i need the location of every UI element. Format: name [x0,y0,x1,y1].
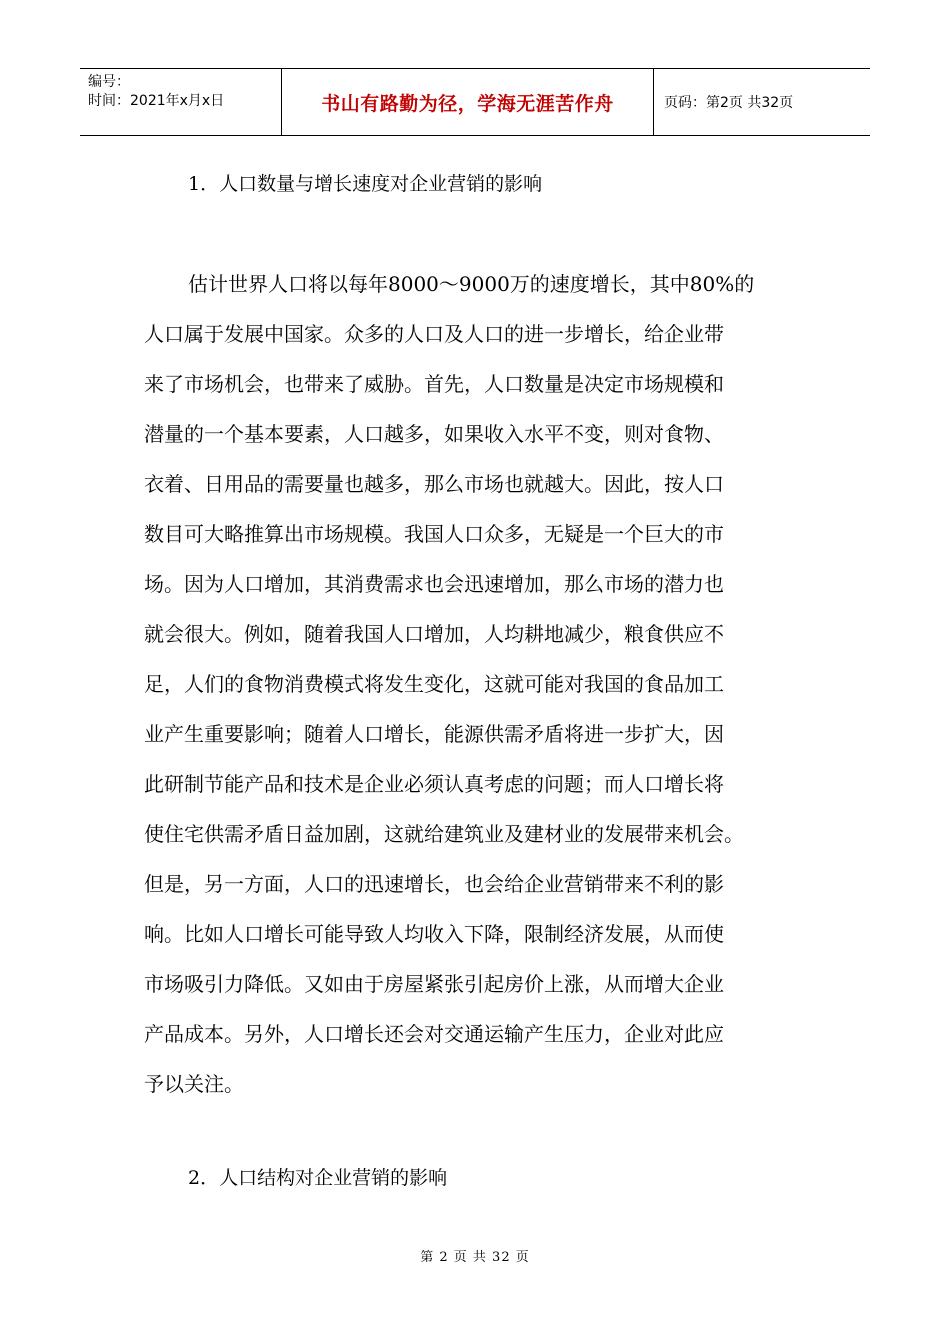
paragraph-line: 使住宅供需矛盾日益加剧，这就给建筑业及建材业的发展带来机会。 [144,822,744,846]
paragraph-line: 产品成本。另外，人口增长还会对交通运输产生压力，企业对此应 [144,1022,724,1046]
paragraph-line: 估计世界人口将以每年8000～9000万的速度增长，其中80%的 [188,272,755,296]
paragraph-line: 数目可大略推算出市场规模。我国人口众多，无疑是一个巨大的市 [144,522,724,546]
header-page-info: 页码：第2页 共32页 [664,95,794,111]
paragraph-line: 市场吸引力降低。又如由于房屋紧张引起房价上涨，从而增大企业 [144,972,724,996]
header-motto: 书山有路勤为径，学海无涯苦作舟 [282,69,654,135]
paragraph-line: 响。比如人口增长可能导致人均收入下降，限制经济发展，从而使 [144,922,724,946]
paragraph-line: 就会很大。例如，随着我国人口增加，人均耕地减少，粮食供应不 [144,622,724,646]
section-heading-population-structure: 2．人口结构对企业营销的影响 [188,1167,448,1189]
paragraph-line: 场。因为人口增加，其消费需求也会迅速增加，那么市场的潜力也 [144,572,724,596]
header-meta [80,69,282,135]
paragraph-line: 业产生重要影响；随着人口增长，能源供需矛盾将进一步扩大，因 [144,722,724,746]
page-footer: 第 2 页 共 32 页 [420,1250,530,1265]
paragraph-line: 人口属于发展中国家。众多的人口及人口的进一步增长，给企业带 [144,322,724,346]
document-header [80,68,870,136]
paragraph-line: 此研制节能产品和技术是企业必须认真考虑的问题；而人口增长将 [144,772,724,796]
document-number-label: 编号： [88,74,130,90]
document-date-label: 时间：2021年x月x日 [88,93,225,109]
paragraph-line: 但是，另一方面，人口的迅速增长，也会给企业营销带来不利的影 [144,872,724,896]
section-heading-population-growth: 1．人口数量与增长速度对企业营销的影响 [188,173,543,195]
paragraph-line: 衣着、日用品的需要量也越多，那么市场也就越大。因此，按人口 [144,472,724,496]
paragraph-line: 来了市场机会，也带来了威胁。首先，人口数量是决定市场规模和 [144,372,724,396]
paragraph-line: 潜量的一个基本要素，人口越多，如果收入水平不变，则对食物、 [144,422,724,446]
body-paragraph [144,268,834,1118]
paragraph-line: 足，人们的食物消费模式将发生变化，这就可能对我国的食品加工 [144,672,724,696]
paragraph-line: 予以关注。 [144,1072,244,1096]
